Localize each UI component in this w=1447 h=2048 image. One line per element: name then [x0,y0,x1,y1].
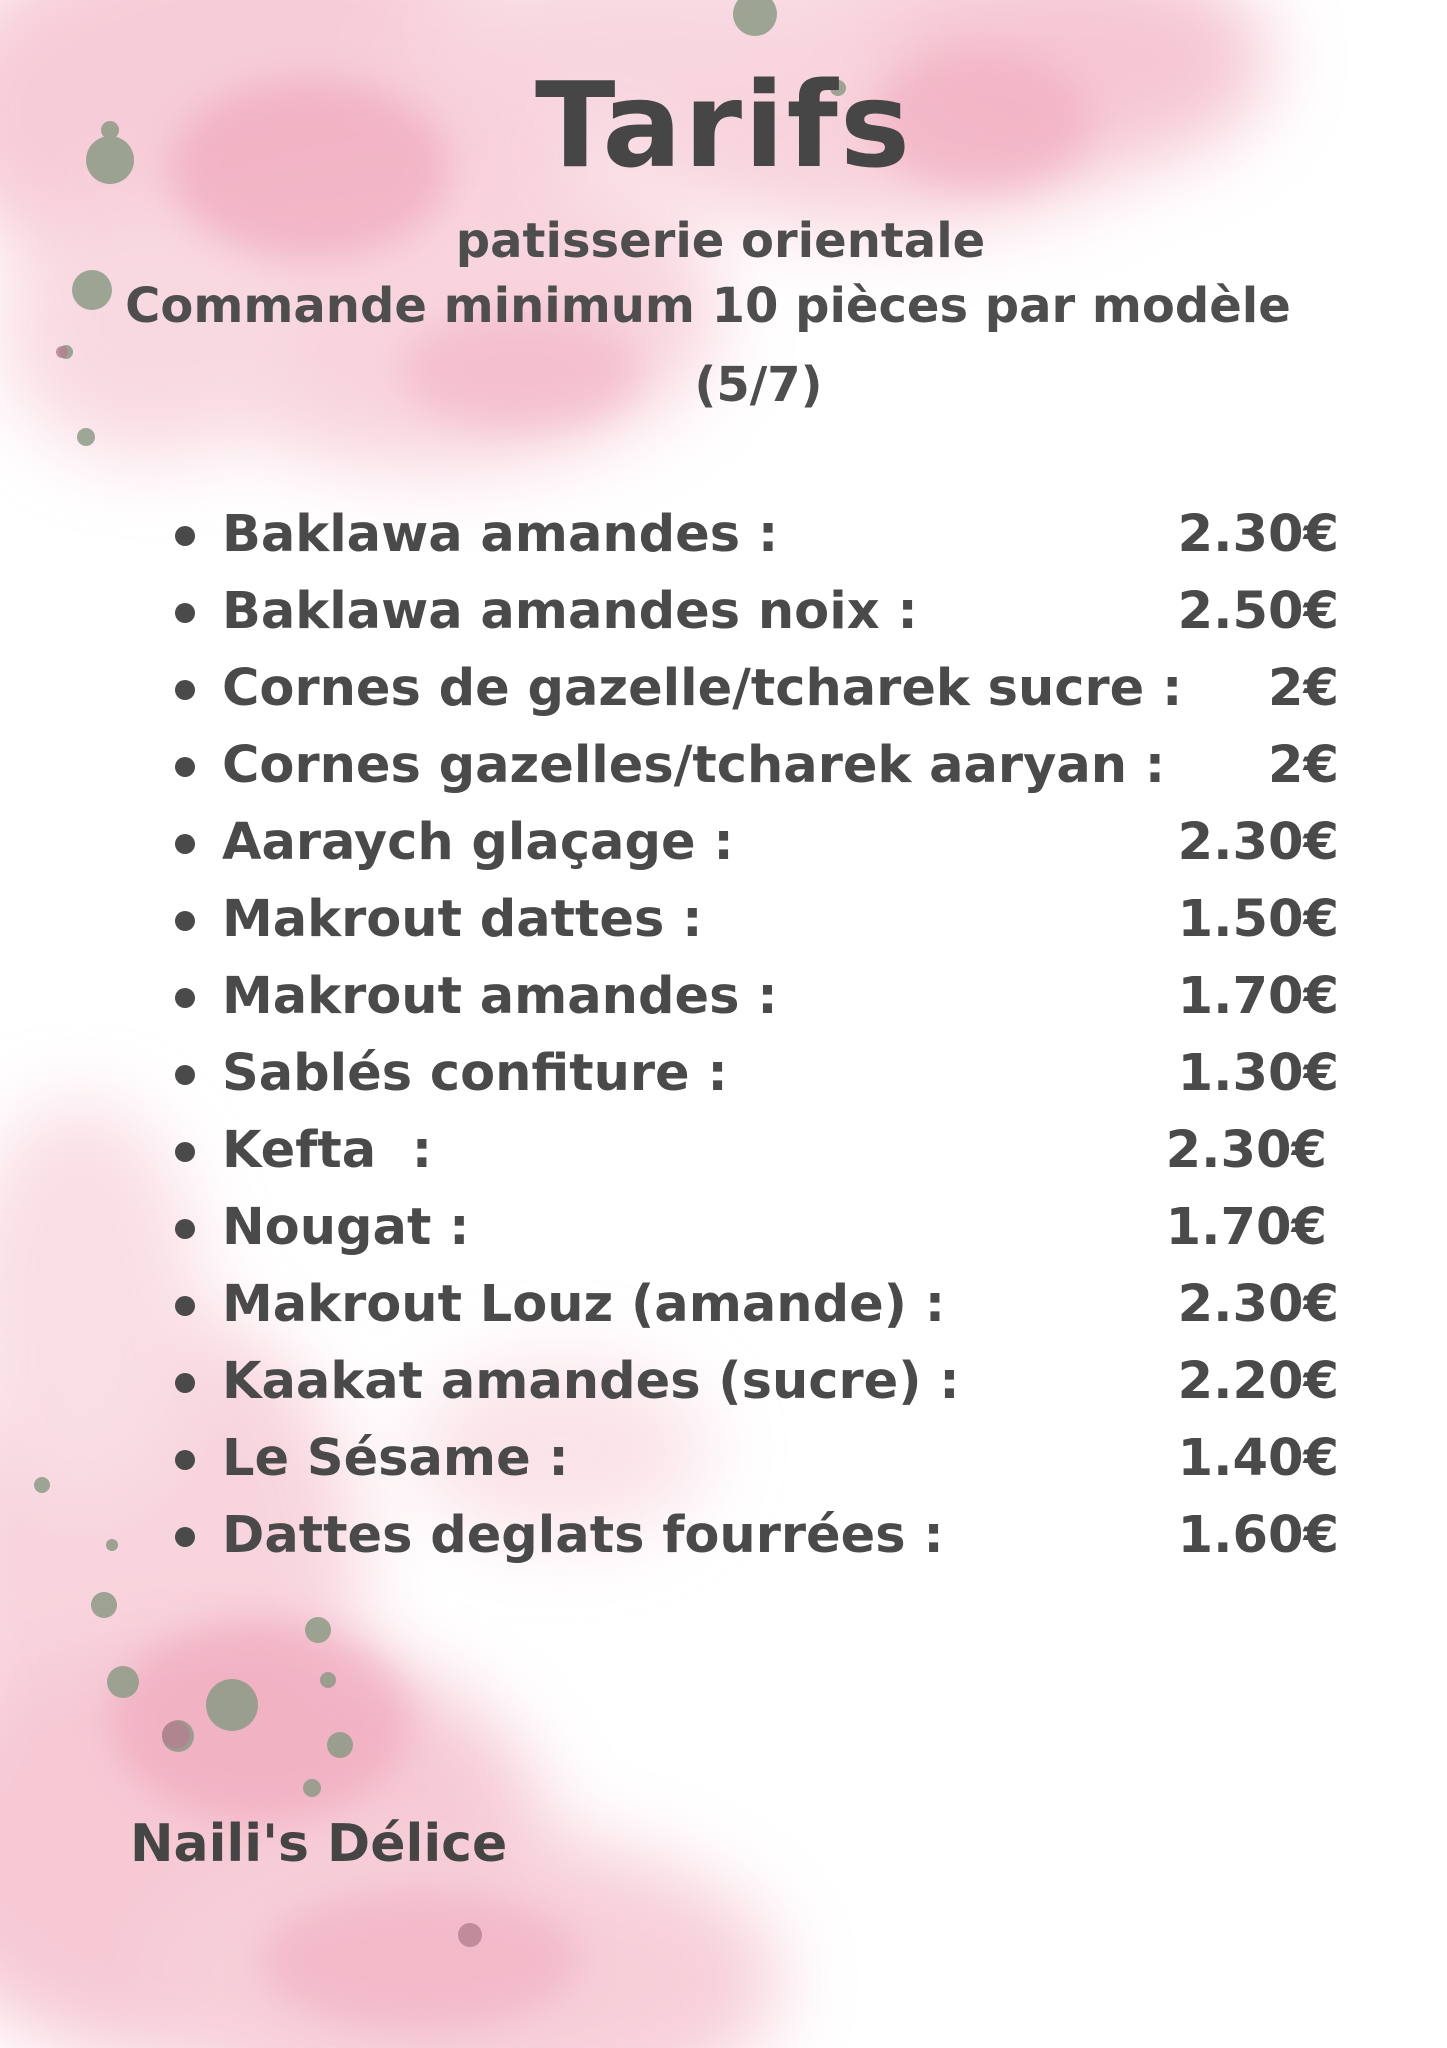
item-price: 2€ [1268,659,1339,718]
item-name: Makrout dattes : [222,890,703,949]
list-item [0,881,1447,958]
item-name: Aaraych glaçage : [222,813,734,872]
bullet-icon [175,680,195,700]
bullet-icon [175,526,195,546]
item-price: 1.70€ [1165,1198,1327,1257]
list-item [0,804,1447,881]
list-item [0,1343,1447,1420]
list-item [0,1497,1447,1574]
item-price: 2€ [1268,736,1339,795]
item-name: Sablés confiture : [222,1044,728,1103]
list-item [0,1035,1447,1112]
item-name: Cornes de gazelle/tcharek sucre : [222,659,1183,718]
item-name: Baklawa amandes : [222,505,779,564]
item-name: Kefta : [222,1121,433,1180]
item-price: 2.30€ [1165,1121,1327,1180]
list-item [0,1189,1447,1266]
item-name: Baklawa amandes noix : [222,582,918,641]
item-name: Cornes gazelles/tcharek aaryan : [222,736,1166,795]
bullet-icon [175,911,195,931]
item-name: Dattes deglats fourrées : [222,1506,944,1565]
list-item [0,650,1447,727]
item-price: 1.70€ [1177,967,1339,1026]
brand-name: Naili's Délice [130,1814,508,1874]
item-price: 2.30€ [1177,505,1339,564]
item-price: 2.50€ [1177,582,1339,641]
list-item [0,496,1447,573]
bullet-icon [175,1065,195,1085]
item-price: 1.50€ [1177,890,1339,949]
bullet-icon [175,1142,195,1162]
item-price: 1.60€ [1177,1506,1339,1565]
bullet-icon [175,1450,195,1470]
bullet-icon [175,988,195,1008]
subtitle: patisserie orientale [455,213,986,269]
bullet-icon [175,1219,195,1239]
item-name: Nougat : [222,1198,470,1257]
bullet-icon [175,1527,195,1547]
page-title: Tarifs [534,56,913,194]
item-price: 2.20€ [1177,1352,1339,1411]
item-name: Makrout Louz (amande) : [222,1275,946,1334]
price-list [0,496,1447,1574]
list-item [0,1420,1447,1497]
item-price: 1.30€ [1177,1044,1339,1103]
list-item [0,958,1447,1035]
page-indicator: (5/7) [694,357,823,413]
item-name: Le Sésame : [222,1429,569,1488]
list-item [0,1266,1447,1343]
list-item [0,727,1447,804]
list-item [0,1112,1447,1189]
bullet-icon [175,603,195,623]
list-item [0,573,1447,650]
item-name: Kaakat amandes (sucre) : [222,1352,960,1411]
bullet-icon [175,834,195,854]
item-name: Makrout amandes : [222,967,778,1026]
bullet-icon [175,1296,195,1316]
item-price: 1.40€ [1177,1429,1339,1488]
minimum-order-note: Commande minimum 10 pièces par modèle [125,278,1291,334]
item-price: 2.30€ [1177,813,1339,872]
bullet-icon [175,1373,195,1393]
bullet-icon [175,757,195,777]
item-price: 2.30€ [1177,1275,1339,1334]
